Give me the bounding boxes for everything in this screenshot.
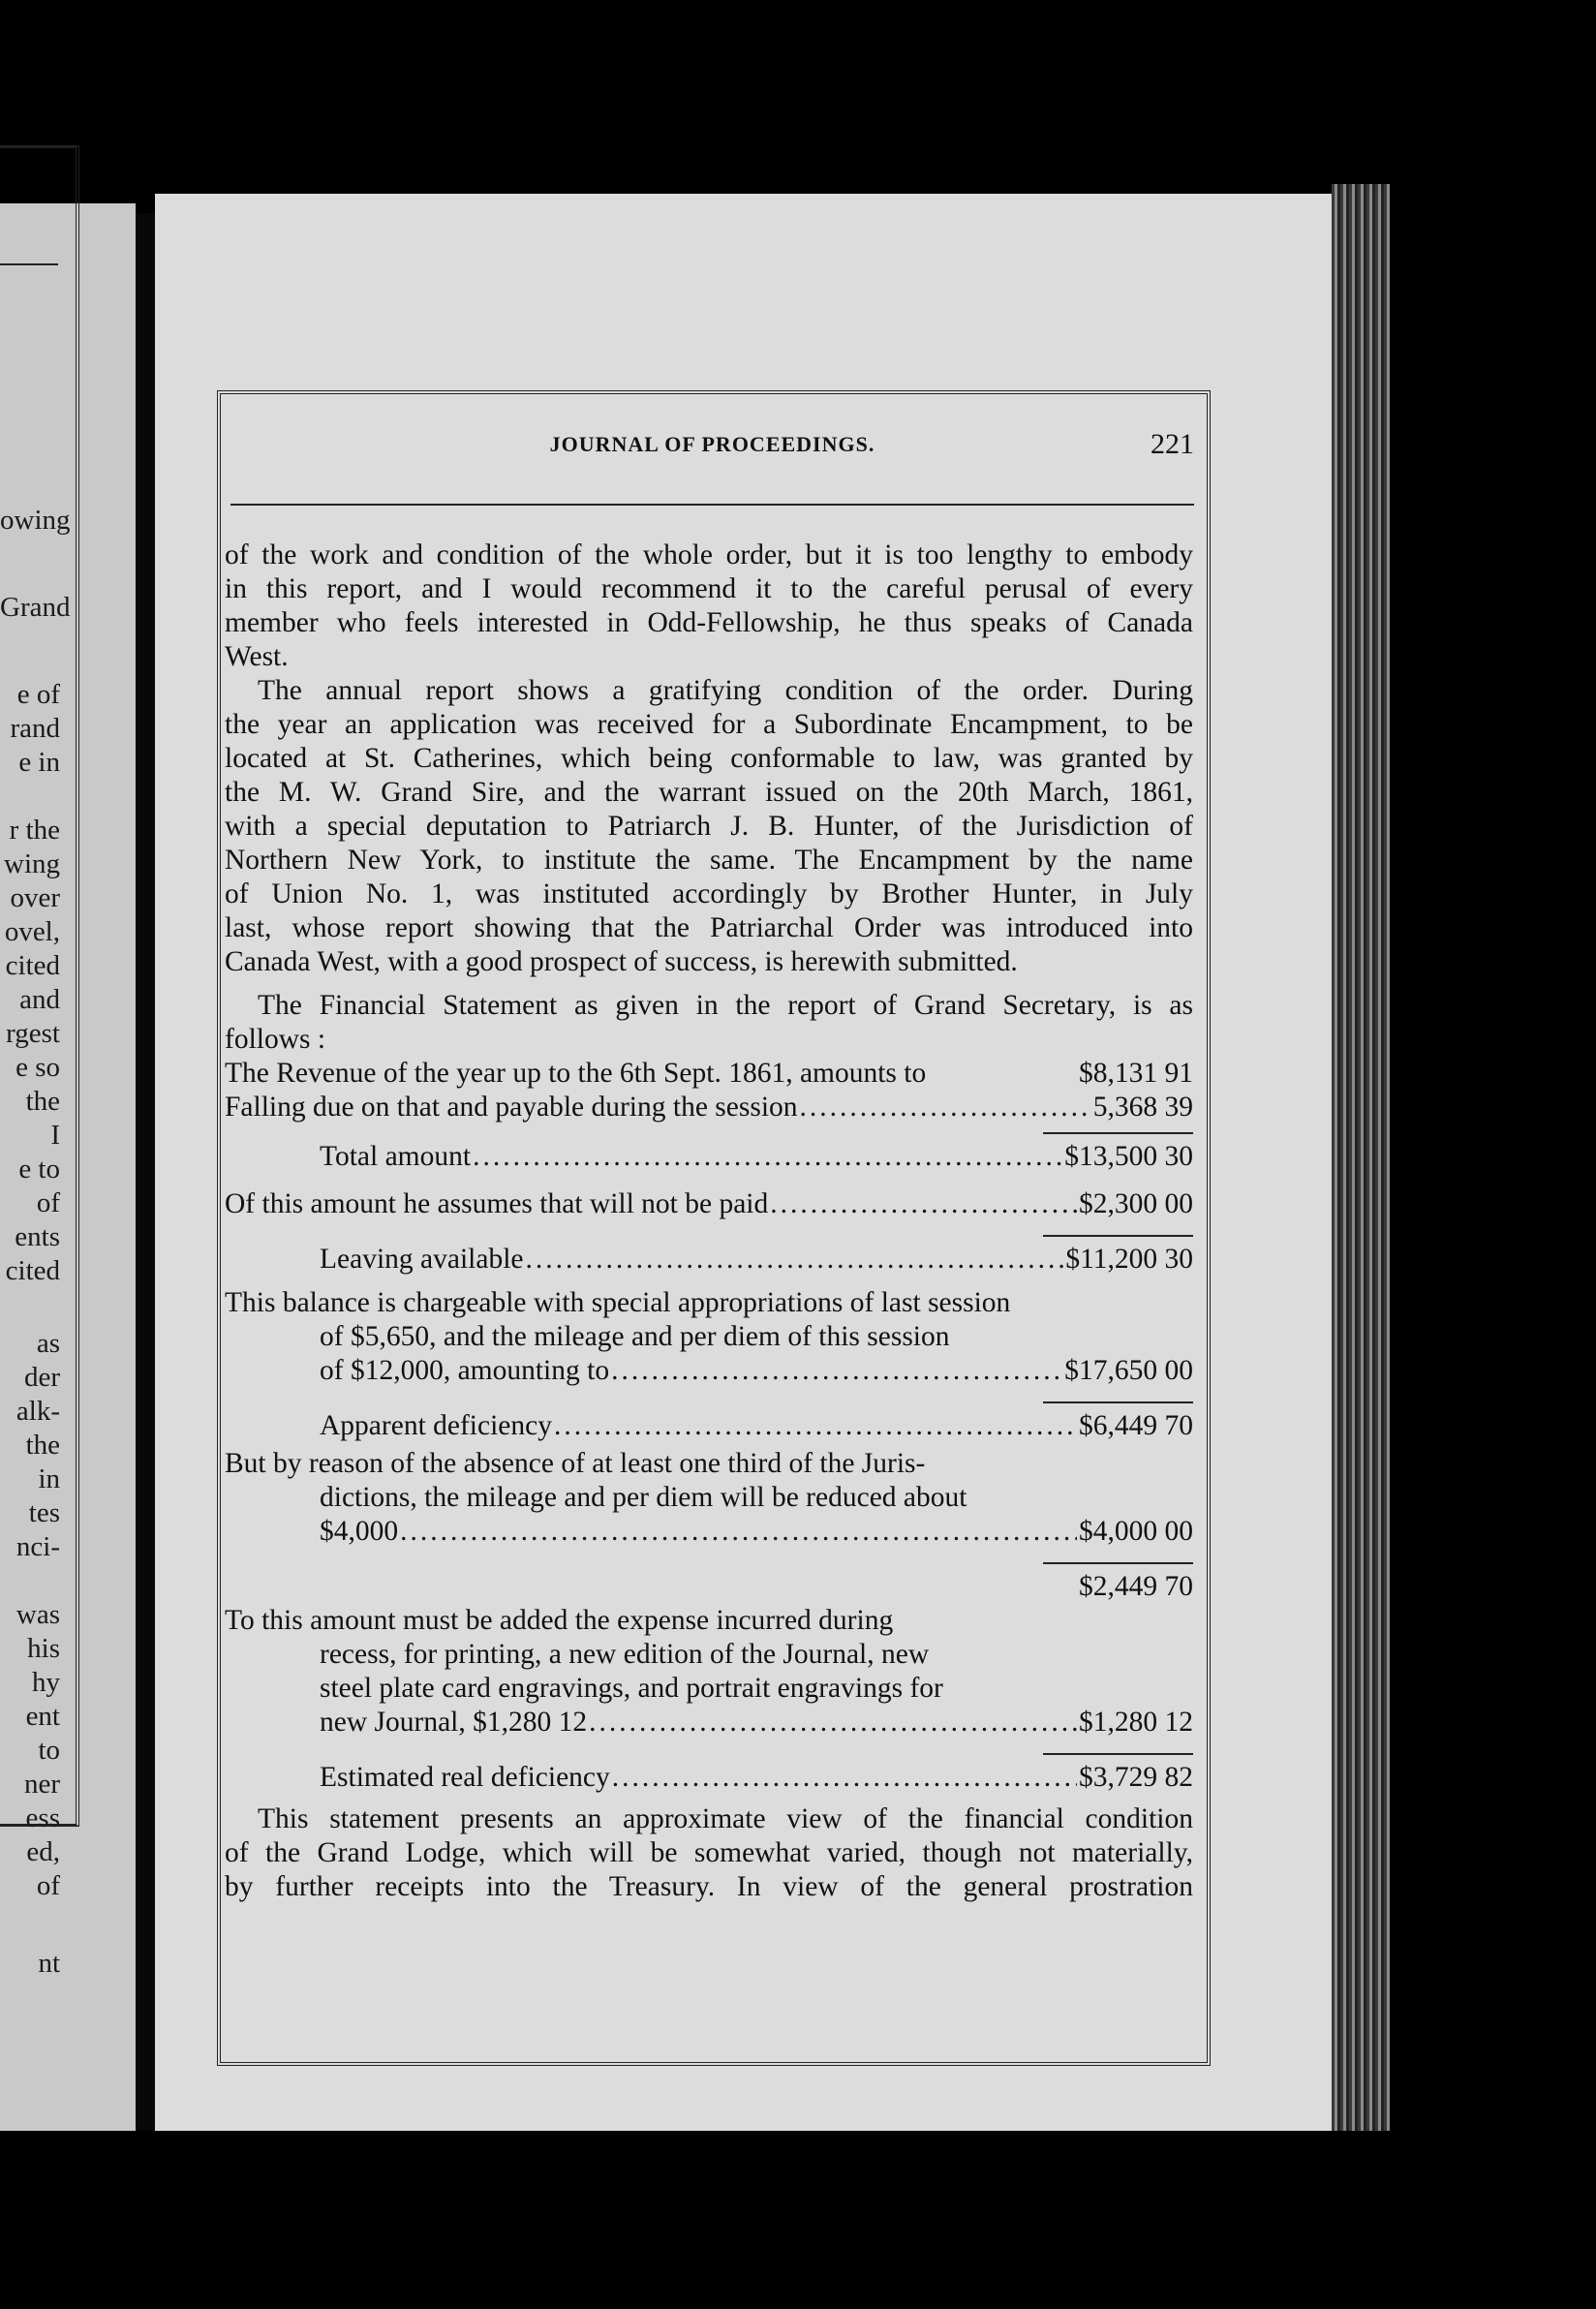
- running-header: [230, 428, 1194, 471]
- text-line: member who feels interested in Odd-Fellowship, he thus speaks of Canada: [225, 607, 1193, 638]
- left-page-fragment: owing: [0, 505, 71, 536]
- left-page-fragment: his: [27, 1633, 60, 1664]
- row-label: recess, for printing, a new edition of the Journal, new: [320, 1639, 930, 1670]
- text-line: with a special deputation to Patriarch J. B. Hunter, of the Jurisdiction of: [225, 811, 1193, 842]
- row-amount: 5,368 39: [1092, 1092, 1193, 1123]
- left-page-rule: [0, 263, 58, 265]
- row-label: steel plate card engravings, and portrait engravings for: [320, 1673, 943, 1704]
- left-page-fragment: to: [38, 1735, 60, 1766]
- statement-row-unpaid: [225, 1187, 1193, 1221]
- left-page-fragment: ed,: [26, 1836, 60, 1867]
- statement-row-falling-due: [225, 1091, 1193, 1124]
- left-page-fragment: nt: [38, 1948, 60, 1979]
- row-label: This balance is chargeable with special appropriations of last session: [225, 1287, 1011, 1318]
- left-page-fragment: e of: [16, 679, 60, 710]
- sum-rule: [1043, 1753, 1193, 1755]
- row-amount: $17,650 00: [1064, 1355, 1193, 1386]
- text-line: of the Grand Lodge, which will be somewhat varied, though not materially,: [225, 1837, 1193, 1868]
- text-line: in this report, and I would recommend it to the careful perusal of every: [225, 573, 1193, 604]
- left-page-fragment: rgest: [6, 1018, 60, 1049]
- text-line: the M. W. Grand Sire, and the warrant issued on the 20th March, 1861,: [225, 777, 1193, 808]
- sum-rule: [1043, 1401, 1193, 1403]
- row-amount: $4,000 00: [1079, 1516, 1193, 1547]
- left-page-fragment: of: [36, 1870, 60, 1901]
- row-label: dictions, the mileage and per diem will be reduced about: [320, 1482, 967, 1513]
- row-label: Of this amount he assumes that will not be paid: [225, 1188, 769, 1219]
- row-label: Leaving available: [320, 1244, 524, 1275]
- row-label: Total amount: [320, 1141, 472, 1172]
- left-page-fragment: of: [36, 1187, 60, 1218]
- statement-row-expense: [225, 1604, 1193, 1739]
- left-page-fragment: ner: [23, 1769, 60, 1800]
- left-page-fragment: rand: [10, 713, 60, 744]
- text-line: by further receipts into the Treasury. In view of the general prostration: [225, 1871, 1193, 1902]
- row-amount: $13,500 30: [1064, 1141, 1193, 1172]
- left-page-fragment: e so: [15, 1052, 60, 1083]
- statement-row-estimated-deficiency: [225, 1761, 1193, 1795]
- statement-row-leaving: [225, 1243, 1193, 1277]
- left-page-fragment: I: [50, 1120, 60, 1151]
- row-amount: $3,729 82: [1079, 1762, 1193, 1793]
- paragraph-1: [225, 539, 1193, 674]
- statement-row-balance: [225, 1286, 1193, 1388]
- text-line: the year an application was received for a Subordinate Encampment, to be: [225, 709, 1193, 740]
- statement-row-apparent-deficiency: [225, 1409, 1193, 1443]
- left-page-fragment: ovel,: [4, 916, 60, 947]
- row-label: To this amount must be added the expense incurred during: [225, 1605, 894, 1636]
- left-page-fragment: cited: [5, 950, 60, 981]
- row-label: But by reason of the absence of at least one third of the Juris-: [225, 1448, 926, 1479]
- header-title: JOURNAL OF PROCEEDINGS.: [549, 432, 875, 456]
- left-page-fragment: alk-: [15, 1396, 60, 1427]
- left-page-fragment: the: [25, 1430, 60, 1461]
- page-edges: [1332, 184, 1390, 2131]
- row-amount: $1,280 12: [1079, 1707, 1193, 1738]
- paragraph-4: [225, 1802, 1193, 1904]
- left-page-fragment: nci-: [15, 1531, 60, 1562]
- text-line: located at St. Catherines, which being conformable to law, was granted by: [225, 743, 1193, 774]
- row-amount: $2,300 00: [1079, 1188, 1193, 1219]
- text-line: The Financial Statement as given in the report of Grand Secretary, is as: [258, 990, 1193, 1021]
- left-page-fragment: wing: [4, 848, 60, 879]
- left-page-fragment: tes: [28, 1497, 60, 1528]
- left-page-fragment: was: [15, 1599, 60, 1630]
- left-page-fragment: r the: [9, 815, 60, 846]
- paragraph-2: [225, 674, 1193, 979]
- left-page-fragment: over: [10, 882, 60, 913]
- financial-statement: [225, 1057, 1193, 1795]
- left-page-fragment: ent: [25, 1701, 60, 1732]
- left-page-fragment: der: [23, 1362, 60, 1393]
- left-page-fragment: ess: [25, 1802, 60, 1833]
- row-amount: $8,131 91: [1079, 1058, 1193, 1089]
- left-page-fragment: in: [38, 1463, 60, 1494]
- text-line: Northern New York, to institute the same. The Encampment by the name: [225, 845, 1193, 876]
- text-line: The annual report shows a gratifying condition of the order. During: [258, 675, 1193, 706]
- row-label: $4,000: [320, 1516, 399, 1547]
- page-number: 221: [1151, 428, 1194, 460]
- text-line: of Union No. 1, was instituted accordingly by Brother Hunter, in July: [225, 878, 1193, 909]
- row-label: of $5,650, and the mileage and per diem of this session: [320, 1321, 950, 1352]
- sum-rule: [1043, 1132, 1193, 1134]
- text-line: follows :: [225, 1024, 326, 1055]
- row-label: The Revenue of the year up to the 6th Sept. 1861, amounts to: [225, 1058, 927, 1089]
- row-label: of $12,000, amounting to: [320, 1355, 610, 1386]
- left-page-fragment: e in: [18, 747, 60, 778]
- statement-row-total: [225, 1140, 1193, 1174]
- sum-rule: [1043, 1235, 1193, 1237]
- left-page-fragment: hy: [32, 1667, 60, 1698]
- text-line: of the work and condition of the whole order, but it is too lengthy to embody: [225, 539, 1193, 570]
- row-label: Estimated real deficiency: [320, 1762, 610, 1793]
- text-line: West.: [225, 641, 289, 672]
- paragraph-3: [225, 989, 1193, 1057]
- left-page-fragment: e to: [18, 1154, 60, 1185]
- row-label: new Journal, $1,280 12: [320, 1707, 588, 1738]
- text-line: last, whose report showing that the Patriarchal Order was introduced into: [225, 912, 1193, 943]
- left-page-fragment: as: [36, 1328, 60, 1359]
- row-label: Falling due on that and payable during the session: [225, 1092, 798, 1123]
- left-page-fragment: cited: [5, 1255, 60, 1286]
- header-rule: [230, 504, 1194, 506]
- sum-rule: [1043, 1562, 1193, 1564]
- row-amount: $6,449 70: [1079, 1410, 1193, 1441]
- text-line: Canada West, with a good prospect of success, is herewith submitted.: [225, 946, 1018, 977]
- row-amount: $11,200 30: [1065, 1244, 1193, 1275]
- statement-row-revenue: [225, 1057, 1193, 1091]
- statement-subtotal: $2,449 70: [1079, 1571, 1193, 1602]
- text-line: This statement presents an approximate view of the financial condition: [258, 1803, 1193, 1834]
- left-page-fragment: and: [19, 984, 60, 1015]
- statement-row-reduction: [225, 1447, 1193, 1549]
- page-body: [225, 539, 1193, 1904]
- row-label: Apparent deficiency: [320, 1410, 552, 1441]
- left-page-fragment: the: [25, 1086, 60, 1117]
- left-page-fragment: ents: [15, 1221, 60, 1252]
- left-page-fragment: Grand: [0, 592, 71, 623]
